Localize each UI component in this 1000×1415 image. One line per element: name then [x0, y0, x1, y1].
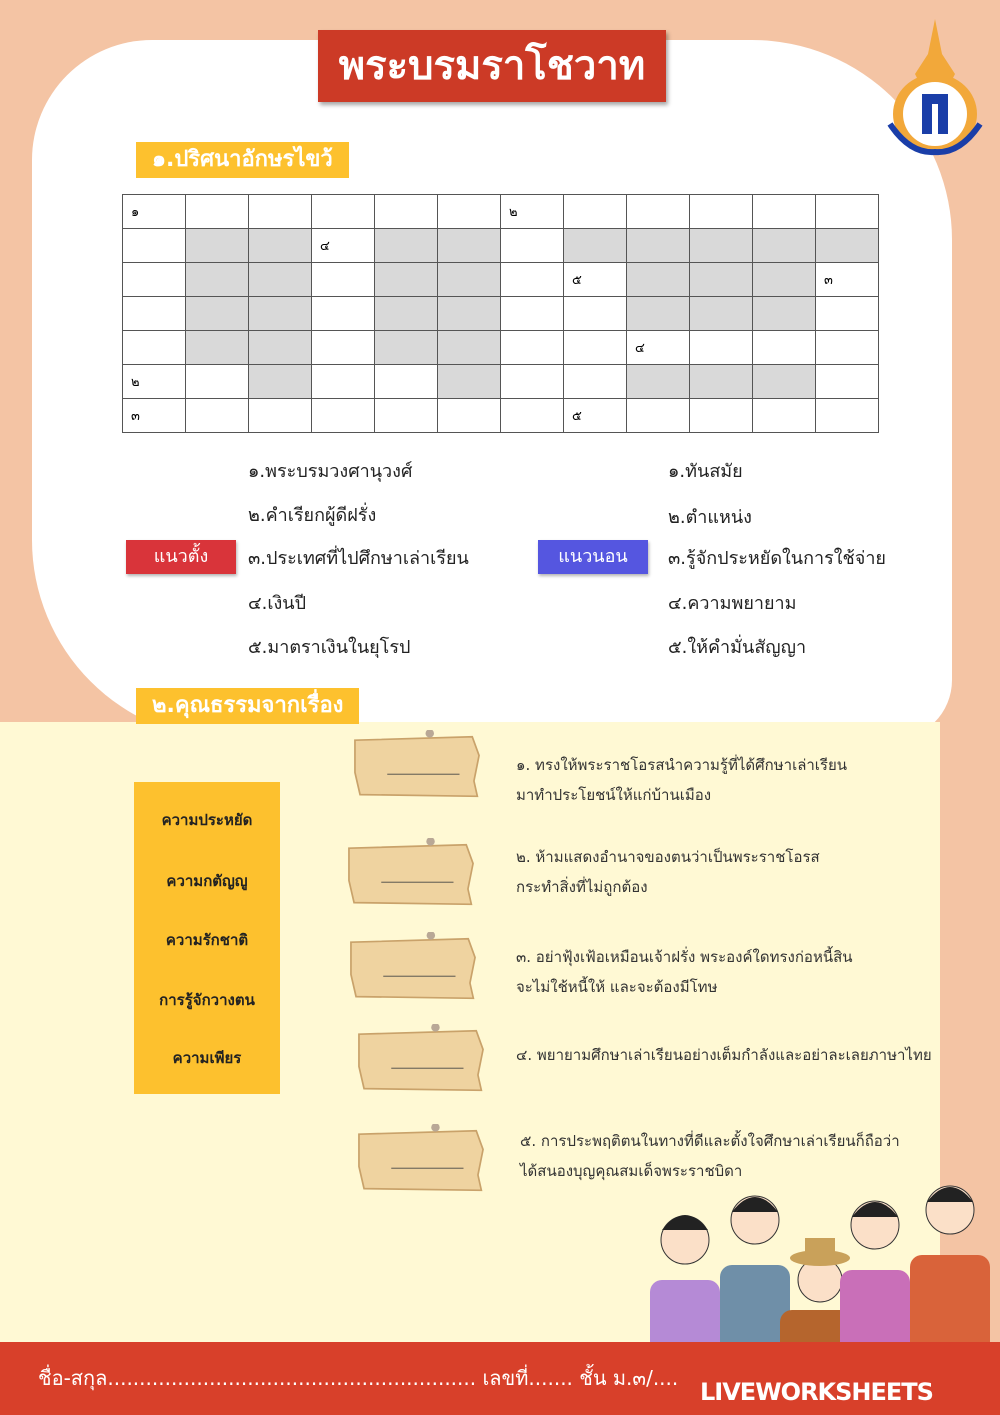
crossword-cell[interactable] — [312, 331, 375, 365]
crossword-cell[interactable] — [438, 195, 501, 229]
section-crossword-title: ๑.ปริศนาอักษรไขว้ — [136, 142, 349, 178]
crossword-clue-number: ๓ — [824, 273, 833, 288]
across-clue-2: ๒.ตำแหน่ง — [668, 507, 752, 528]
crossword-cell[interactable] — [438, 399, 501, 433]
page-title: พระบรมราโชวาท — [318, 30, 666, 102]
virtue-item[interactable]: ความรักชาติ — [165, 931, 249, 949]
crossword-cell[interactable] — [627, 399, 690, 433]
crossword-cell[interactable] — [816, 331, 879, 365]
crossword-blocked-cell — [249, 263, 312, 297]
liveworksheets-logo: LIVEWORKSHEETS — [700, 1378, 933, 1406]
statement-3: ๓. อย่าฟุ้งเฟ้อเหมือนเจ้าฝรั่ง พระองค์ใดทรงก่อหนี้สิน จะไม่ใช้หนี้ให้ และจะต้องมีโทษ — [516, 948, 853, 996]
crossword-cell[interactable] — [753, 399, 816, 433]
crossword-blocked-cell — [753, 297, 816, 331]
crossword-cell[interactable] — [123, 263, 186, 297]
across-clue-1: ๑.ทันสมัย — [668, 461, 743, 482]
crossword-cell[interactable] — [312, 195, 375, 229]
crossword-row — [123, 331, 879, 365]
crossword-blocked-cell — [564, 229, 627, 263]
crossword-blocked-cell — [438, 297, 501, 331]
crossword-blocked-cell — [186, 263, 249, 297]
virtue-item[interactable]: ความประหยัด — [161, 811, 253, 829]
crossword-cell[interactable] — [186, 399, 249, 433]
crossword-blocked-cell — [627, 365, 690, 399]
crossword-cell[interactable] — [249, 399, 312, 433]
crossword-cell[interactable] — [816, 195, 879, 229]
virtue-item[interactable]: ความเพียร — [172, 1049, 242, 1067]
crossword-cell[interactable] — [564, 365, 627, 399]
crossword-clue-number: ๔ — [635, 341, 645, 356]
crossword-cell[interactable] — [123, 399, 186, 433]
crossword-cell[interactable] — [375, 365, 438, 399]
crossword-cell[interactable] — [312, 297, 375, 331]
down-label: แนวตั้ง — [126, 540, 236, 574]
crossword-clue-number: ๕ — [572, 409, 582, 424]
statement-1: ๑. ทรงให้พระราชโอรสนำความรู้ที่ได้ศึกษาเล่าเรียน มาทำประโยชน์ให้แก่บ้านเมือง — [516, 756, 848, 804]
crossword-cell[interactable] — [312, 229, 375, 263]
crossword-blocked-cell — [438, 331, 501, 365]
crossword-blocked-cell — [249, 331, 312, 365]
crossword-cell[interactable] — [501, 263, 564, 297]
crossword-cell[interactable] — [690, 399, 753, 433]
crossword-cell[interactable] — [690, 331, 753, 365]
crossword-blocked-cell — [438, 263, 501, 297]
crossword-cell[interactable] — [753, 195, 816, 229]
crossword-blocked-cell — [690, 365, 753, 399]
crossword-row — [123, 263, 879, 297]
crossword-cell[interactable] — [186, 365, 249, 399]
school-emblem-icon — [880, 14, 990, 164]
across-clue-5: ๕.ให้คำมั่นสัญญา — [668, 637, 807, 658]
crossword-blocked-cell — [249, 229, 312, 263]
crossword-cell[interactable] — [627, 331, 690, 365]
crossword-cell[interactable] — [564, 195, 627, 229]
crossword-cell[interactable] — [690, 195, 753, 229]
answer-drop-box-2[interactable] — [336, 838, 486, 906]
crossword-clue-number: ๒ — [509, 205, 518, 220]
crossword-blocked-cell — [753, 365, 816, 399]
answer-drop-box-5[interactable] — [346, 1124, 496, 1192]
crossword-row — [123, 195, 879, 229]
crossword-cell[interactable] — [123, 229, 186, 263]
crossword-cell[interactable] — [816, 263, 879, 297]
crossword-blocked-cell — [249, 297, 312, 331]
crossword-blocked-cell — [627, 229, 690, 263]
statement-5: ๕. การประพฤติตนในทางที่ดีและตั้งใจศึกษาเล่าเรียนก็ถือว่า ได้สนองบุญคุณสมเด็จพระราชบิดา — [520, 1132, 900, 1180]
crossword-blocked-cell — [627, 297, 690, 331]
crossword-cell[interactable] — [501, 399, 564, 433]
crossword-clue-number: ๓ — [131, 409, 140, 424]
crossword-blocked-cell — [438, 365, 501, 399]
crossword-cell[interactable] — [501, 365, 564, 399]
crossword-blocked-cell — [690, 229, 753, 263]
crossword-cell[interactable] — [186, 195, 249, 229]
crossword-clue-number: ๒ — [131, 375, 140, 390]
crossword-clue-number: ๔ — [320, 239, 330, 254]
crossword-cell[interactable] — [123, 365, 186, 399]
crossword-cell[interactable] — [123, 195, 186, 229]
answer-drop-box-1[interactable] — [342, 730, 492, 798]
crossword-cell[interactable] — [249, 195, 312, 229]
crossword-cell[interactable] — [375, 195, 438, 229]
crossword-blocked-cell — [375, 331, 438, 365]
virtue-word-bank — [134, 782, 280, 1094]
name-and-class-line[interactable]: ชื่อ-สกุล.......................................................... เลขที่....... ชั้น ม.๓/.... — [38, 1366, 679, 1390]
crossword-row — [123, 365, 879, 399]
crossword-blocked-cell — [375, 297, 438, 331]
crossword-blocked-cell — [627, 263, 690, 297]
crossword-cell[interactable] — [564, 263, 627, 297]
crossword-grid — [122, 194, 879, 433]
across-clue-3: ๓.รู้จักประหยัดในการใช้จ่าย — [668, 548, 886, 569]
crossword-cell[interactable] — [816, 399, 879, 433]
answer-drop-box-4[interactable] — [346, 1024, 496, 1092]
answer-drop-box-3[interactable] — [338, 932, 488, 1000]
crossword-cell[interactable] — [312, 263, 375, 297]
crossword-cell[interactable] — [501, 297, 564, 331]
across-label: แนวนอน — [538, 540, 648, 574]
crossword-blocked-cell — [816, 229, 879, 263]
down-clue-2: ๒.คำเรียกผู้ดีฝรั่ง — [248, 505, 377, 526]
crossword-blocked-cell — [753, 229, 816, 263]
crossword-cell[interactable] — [312, 365, 375, 399]
crossword-cell[interactable] — [312, 399, 375, 433]
crossword-clue-number: ๕ — [572, 273, 582, 288]
down-clue-4: ๔.เงินปี — [248, 593, 307, 614]
crossword-cell[interactable] — [501, 229, 564, 263]
down-clue-3: ๓.ประเทศที่ไปศึกษาเล่าเรียน — [248, 548, 469, 569]
crossword-clue-number: ๑ — [131, 205, 140, 220]
crossword-blocked-cell — [186, 229, 249, 263]
section-virtues-title: ๒.คุณธรรมจากเรื่อง — [136, 688, 359, 724]
crossword-blocked-cell — [186, 297, 249, 331]
virtue-item[interactable]: ความกตัญญู — [166, 872, 248, 890]
crossword-cell[interactable] — [375, 399, 438, 433]
crossword-cell[interactable] — [123, 331, 186, 365]
statement-4: ๔. พยายามศึกษาเล่าเรียนอย่างเต็มกำลังและอย่าละเลยภาษาไทย — [516, 1046, 932, 1064]
down-clue-1: ๑.พระบรมวงศานุวงศ์ — [248, 461, 413, 482]
crossword-cell[interactable] — [816, 297, 879, 331]
crossword-cell[interactable] — [564, 331, 627, 365]
crossword-row — [123, 399, 879, 433]
virtue-item[interactable]: การรู้จักวางตน — [159, 991, 255, 1009]
crossword-cell[interactable] — [501, 195, 564, 229]
crossword-cell[interactable] — [753, 331, 816, 365]
crossword-row — [123, 297, 879, 331]
crossword-cell[interactable] — [564, 297, 627, 331]
crossword-cell[interactable] — [501, 331, 564, 365]
crossword-blocked-cell — [690, 263, 753, 297]
crossword-blocked-cell — [186, 331, 249, 365]
down-clue-5: ๕.มาตราเงินในยุโรป — [248, 637, 411, 658]
crossword-cell[interactable] — [816, 365, 879, 399]
statement-2: ๒. ห้ามแสดงอำนาจของตนว่าเป็นพระราชโอรส กระทำสิ่งที่ไม่ถูกต้อง — [516, 848, 820, 896]
crossword-row — [123, 229, 879, 263]
crossword-cell[interactable] — [564, 399, 627, 433]
crossword-blocked-cell — [249, 365, 312, 399]
crossword-blocked-cell — [690, 297, 753, 331]
crossword-cell[interactable] — [123, 297, 186, 331]
crossword-blocked-cell — [375, 263, 438, 297]
across-clue-4: ๔.ความพยายาม — [668, 593, 797, 614]
crossword-blocked-cell — [438, 229, 501, 263]
crossword-blocked-cell — [375, 229, 438, 263]
crossword-cell[interactable] — [627, 195, 690, 229]
crossword-blocked-cell — [753, 263, 816, 297]
